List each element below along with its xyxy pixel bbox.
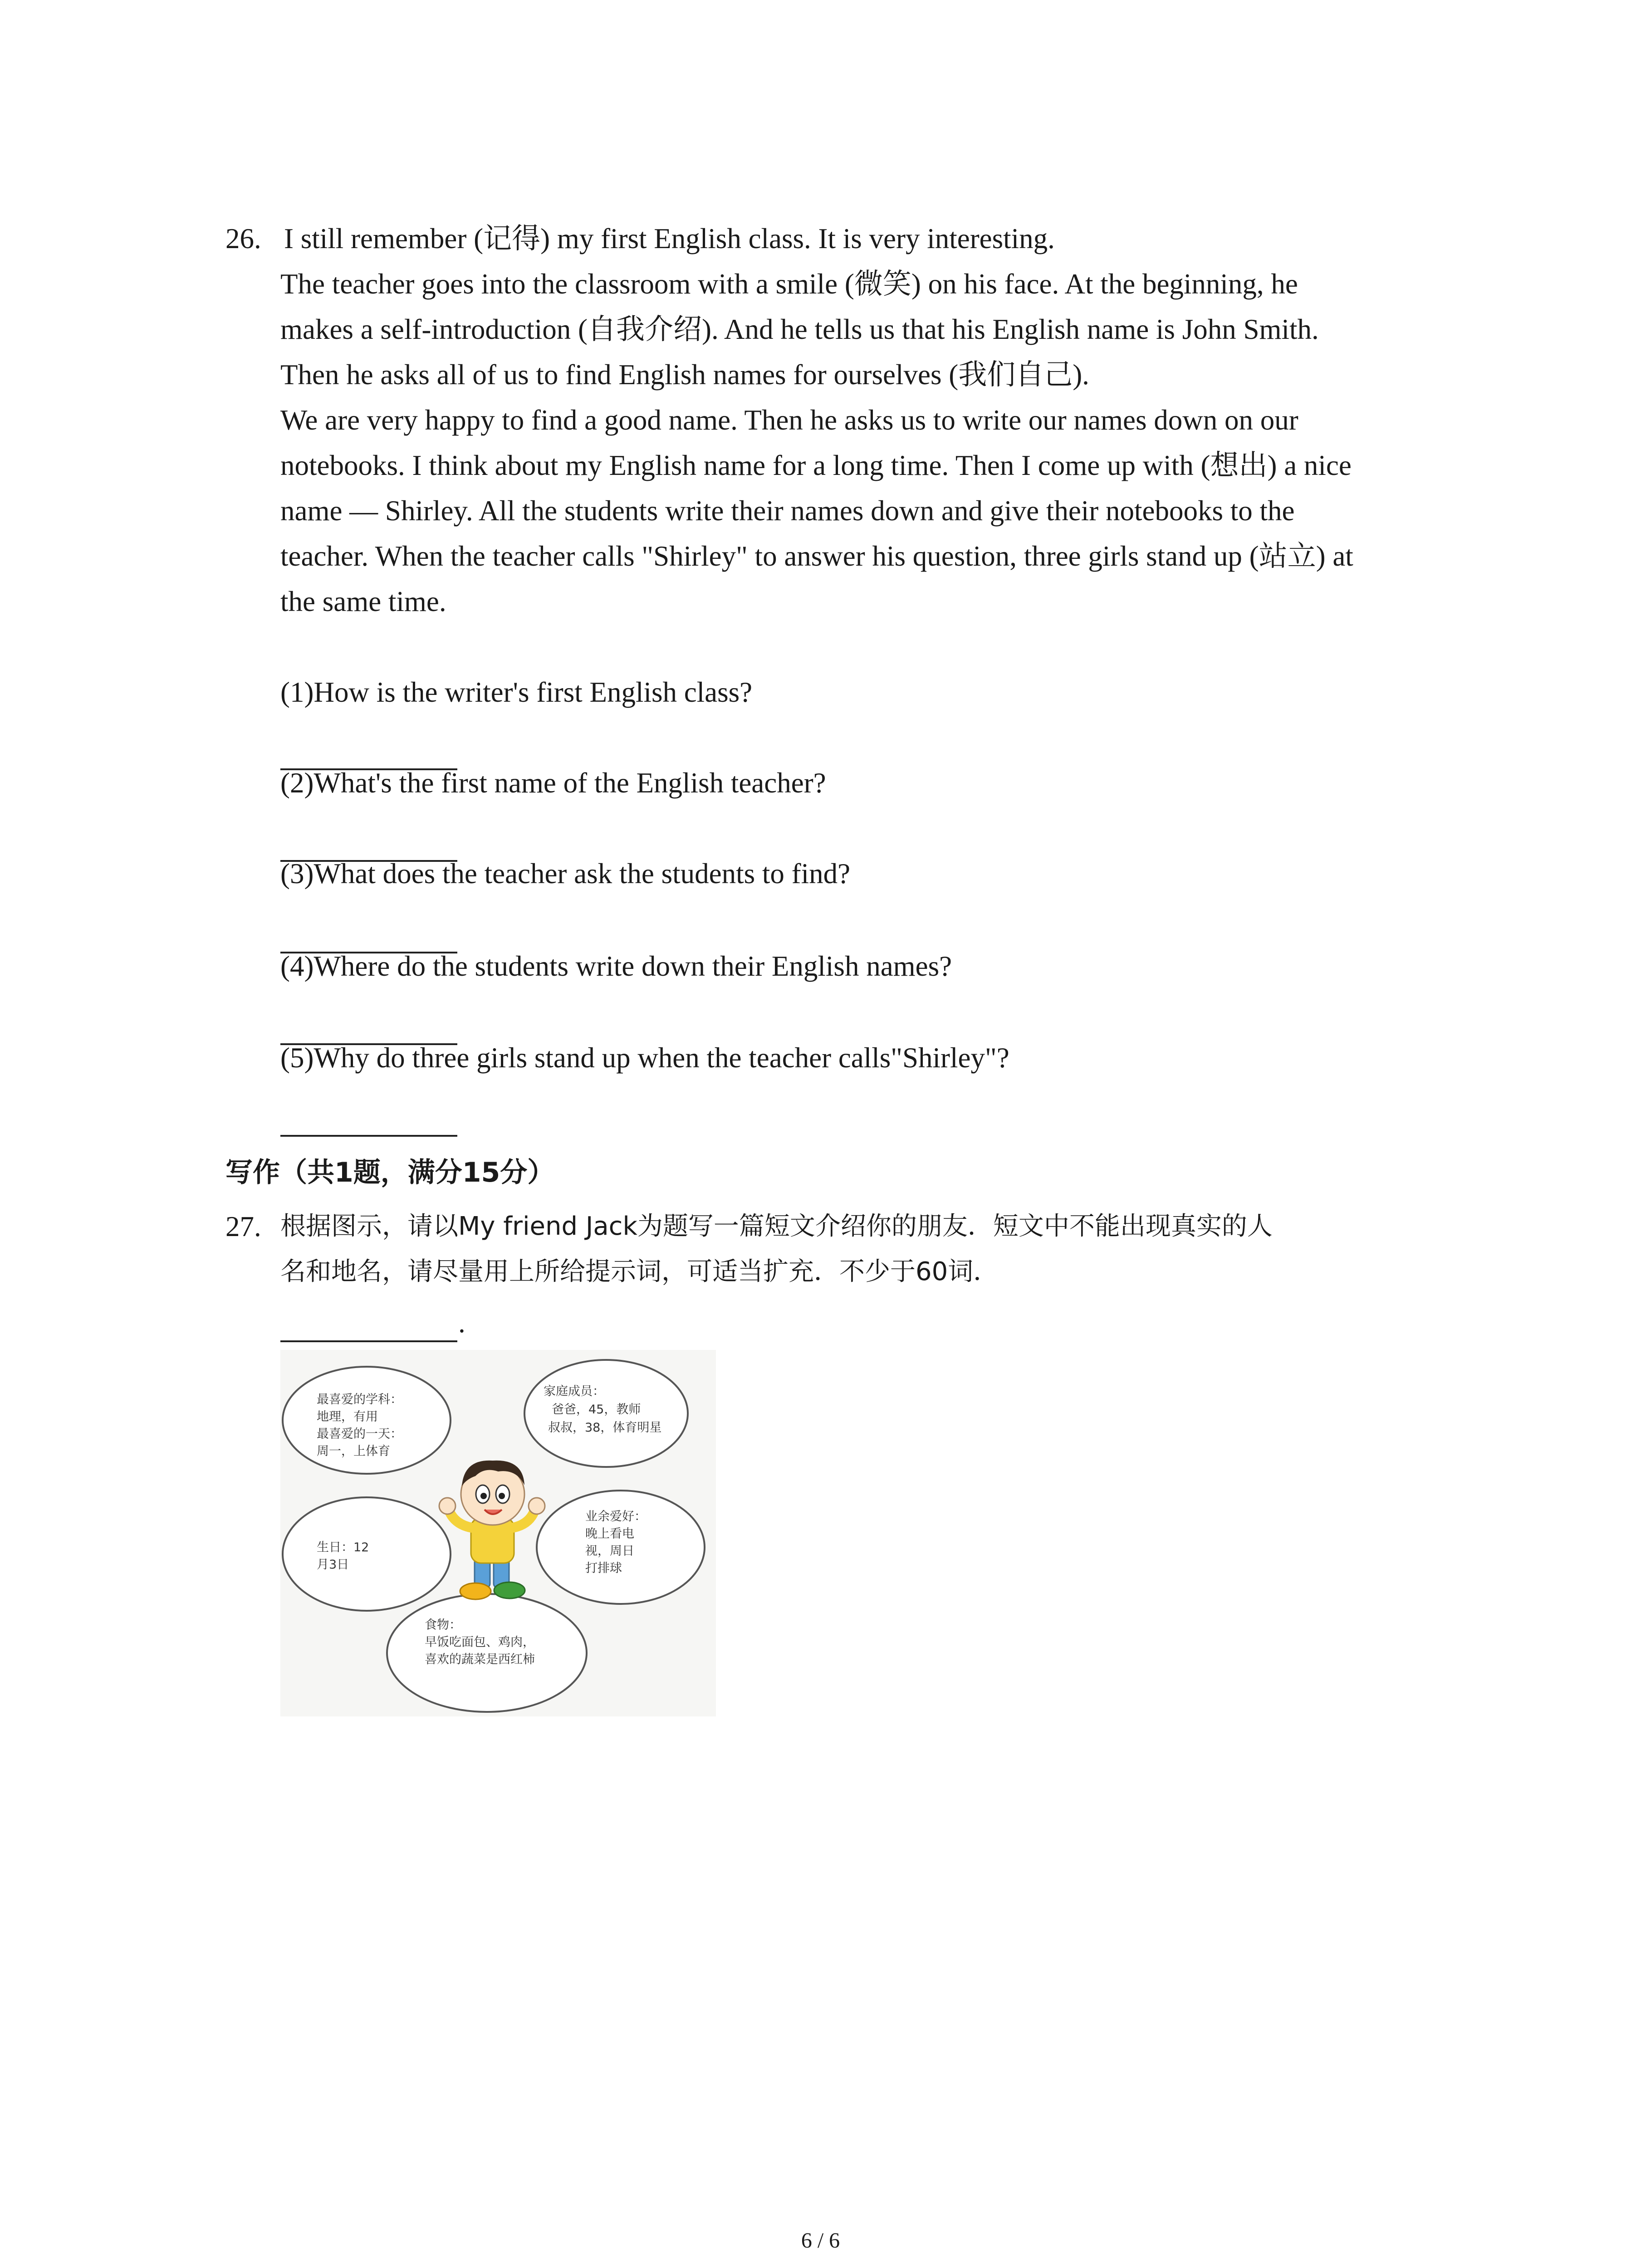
question-26-3: (3)What does the teacher ask the students to find? [280,858,851,890]
birthday-line-1: 生日：12 [317,1540,369,1554]
subject-line-3: 最喜爱的一天： [317,1427,402,1441]
page-number: 6 / 6 [801,2229,840,2253]
hobby-line-4: 打排球 [585,1561,622,1575]
passage-line-7: name — Shirley. All the students write their names down and give their notebooks to the [280,495,1295,527]
question-26-5: (5)Why do three girls stand up when the teacher calls"Shirley"? [280,1042,1009,1074]
question-26-4: (4)Where do the students write down their English names? [280,950,952,982]
birthday-line-2: 月3日 [317,1558,349,1572]
passage-line-1: I still remember (记得) my first English class. It is very interesting. [284,223,1055,254]
subject-line-1: 最喜爱的学科： [317,1393,402,1407]
passage-line-6: notebooks. I think about my English name for a long time. Then I come up with (想出) a nice [280,450,1352,481]
hobby-line-1: 业余爱好： [585,1510,647,1524]
hobby-line-2: 晚上看电 [585,1527,634,1541]
passage-line-3: makes a self-introduction (自我介绍). And he tells us that his English name is John Smith. [280,313,1319,345]
question-27-number: 27. [225,1211,261,1242]
food-line-3: 喜欢的蔬菜是西红柿 [425,1652,535,1667]
mind-map-image [280,1350,716,1716]
food-line-1: 食物： [425,1618,461,1632]
answer-blank-5[interactable] [280,1135,457,1137]
family-line-2: 爸爸，45，教师 [552,1403,641,1417]
passage-line-8: teacher. When the teacher calls "Shirley" to answer his question, three girls stand up (站立) at [280,540,1353,572]
q27-answer-suffix: . [458,1307,465,1339]
question-26-number: 26. [225,223,261,254]
writing-section-title: 写作（共1题，满分15分） [225,1157,555,1188]
subject-line-2: 地理，有用 [317,1410,378,1424]
hobby-line-3: 视，周日 [585,1544,634,1558]
subject-line-4: 周一，上体育 [317,1444,390,1458]
q27-prompt-line-1: 根据图示，请以My friend Jack为题写一篇短文介绍你的朋友．短文中不能出现真实的人 [280,1212,1273,1241]
passage-line-9: the same time. [280,586,446,617]
passage-line-4: Then he asks all of us to find English names for ourselves (我们自己). [280,359,1089,391]
question-26-2: (2)What's the first name of the English teacher? [280,767,826,799]
cartoon-boy-icon [439,1461,545,1599]
passage-line-5: We are very happy to find a good name. Then he asks us to write our names down on our [280,404,1298,436]
family-line-3: 叔叔，38，体育明星 [548,1421,662,1435]
food-line-2: 早饭吃面包、鸡肉， [425,1635,535,1649]
family-line-1: 家庭成员： [544,1384,605,1398]
passage-line-2: The teacher goes into the classroom with a smile (微笑) on his face. At the beginning, he [280,268,1298,300]
q27-prompt-line-2: 名和地名，请尽量用上所给提示词，可适当扩充．不少于60词． [280,1257,999,1286]
question-26-1: (1)How is the writer's first English class? [280,676,753,708]
q27-answer-blank[interactable] [280,1340,457,1342]
